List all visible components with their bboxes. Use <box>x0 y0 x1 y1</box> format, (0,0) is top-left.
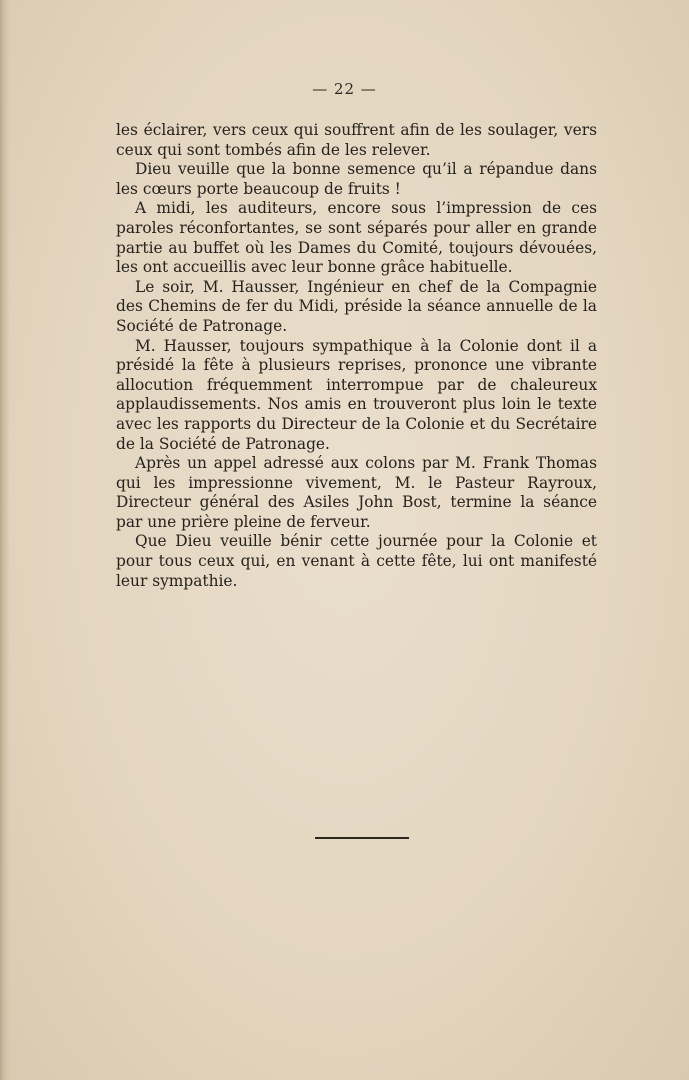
paragraph-final-wish: Que Dieu veuille bénir cette journée pour la Colonie et pour tous ceux qui, en venant à cette fête, lui ont manifesté leur sympathie. <box>116 532 597 590</box>
paragraph-evening: Le soir, M. Hausser, Ingénieur en chef de la Compagnie des Chemins de fer du Midi, préside la séance annuelle de la Société de Patronage. <box>116 277 597 335</box>
paragraph-hausser-speech: M. Hausser, toujours sympathique à la Colonie dont il a présidé la fête à plusieurs reprises, prononce une vibrante allocution fréquemment interrompue par de chaleureux applaudissements. Nos amis en trouveront plus loin le texte avec les rapports du Directeur de la Colonie et du Secrétaire de la Société de Patronage. <box>116 336 597 453</box>
page-binding-edge <box>0 0 10 1080</box>
body-text <box>116 121 597 591</box>
section-end-rule <box>315 837 409 839</box>
paragraph-blessing: Dieu veuille que la bonne semence qu’il a répandue dans les cœurs porte beaucoup de fruits ! <box>116 160 597 198</box>
page-number: — 22 — <box>312 80 377 98</box>
paragraph-continuation: les éclairer, vers ceux qui souffrent afin de les soulager, vers ceux qui sont tombés afin de les relever. <box>116 121 597 159</box>
paragraph-midday: A midi, les auditeurs, encore sous l’impression de ces paroles réconfortantes, se sont séparés pour aller en grande partie au buffet où les Dames du Comité, toujours dévouées, les ont accueillis avec leur bonne grâce habituelle. <box>116 199 597 277</box>
paragraph-closing-prayer: Après un appel adressé aux colons par M. Frank Thomas qui les impressionne vivement, M. le Pasteur Rayroux, Directeur général des Asiles John Bost, termine la séance par une prière pleine de ferveur. <box>116 454 597 531</box>
